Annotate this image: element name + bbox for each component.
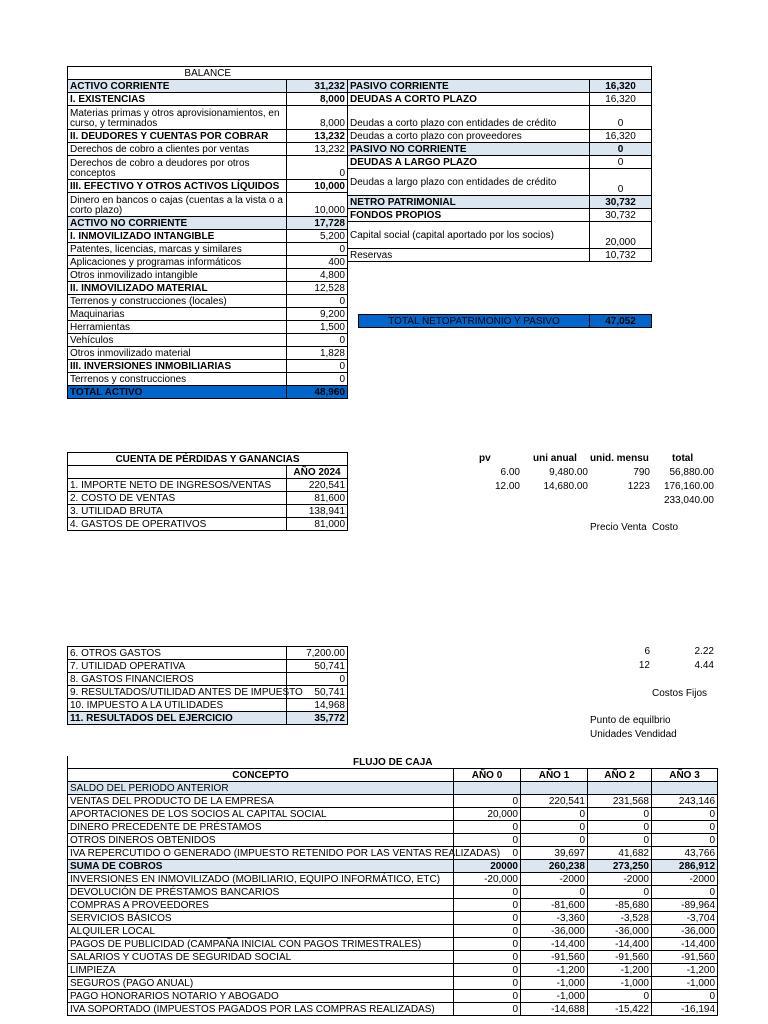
liability-value: 0 xyxy=(590,169,652,196)
asset-row xyxy=(68,106,348,130)
asset-value: 17,728 xyxy=(287,217,348,230)
asset-label: Aplicaciones y programas informáticos xyxy=(68,256,287,269)
asset-row xyxy=(68,93,348,106)
liability-row xyxy=(348,169,652,196)
asset-label: ACTIVO NO CORRIENTE xyxy=(68,217,287,230)
liability-row xyxy=(348,196,652,209)
asset-value: 10,000 xyxy=(287,180,348,193)
side-r2-pv: 12.00 xyxy=(494,481,520,492)
pyg-bottom-label: 8. GASTOS FINANCIEROS xyxy=(68,673,287,686)
flujo-value: 0 xyxy=(588,834,652,847)
flujo-label: OTROS DINEROS OBTENIDOS xyxy=(68,834,454,847)
asset-row xyxy=(68,373,348,386)
asset-label: Derechos de cobro a deudores por otros conceptos xyxy=(68,156,287,180)
asset-row xyxy=(68,386,348,399)
flujo-value: 20,000 xyxy=(454,808,521,821)
pyg-top-row xyxy=(68,505,348,518)
liability-value: 0 xyxy=(590,156,652,169)
flujo-label: INVERSIONES EN INMOVILIZADO (MOBILIARIO, EQUIPO INFORMÁTICO, ETC) xyxy=(68,873,454,886)
asset-value: 9,200 xyxy=(287,308,348,321)
flujo-row xyxy=(68,925,718,938)
asset-value: 12,528 xyxy=(287,282,348,295)
asset-row xyxy=(68,180,348,193)
side-r1-uni: 9,480.00 xyxy=(549,467,588,478)
side-header-pv: pv xyxy=(479,453,491,464)
flujo-value: -1,000 xyxy=(588,977,652,990)
side-header-unid-mensu: unid. mensu xyxy=(590,453,649,464)
flujo-value xyxy=(652,782,718,795)
pyg-bottom-label: 6. OTROS GASTOS xyxy=(68,647,287,660)
flujo-label: APORTACIONES DE LOS SOCIOS AL CAPITAL SOCIAL xyxy=(68,808,454,821)
flujo-header: AÑO 3 xyxy=(652,769,718,782)
pyg-top-row xyxy=(68,492,348,505)
asset-row xyxy=(68,360,348,373)
flujo-label: SALARIOS Y CUOTAS DE SEGURIDAD SOCIAL xyxy=(68,951,454,964)
flujo-row xyxy=(68,873,718,886)
asset-value: 5,200 xyxy=(287,230,348,243)
flujo-row xyxy=(68,821,718,834)
flujo-row xyxy=(68,847,718,860)
pyg-top-value: 81,000 xyxy=(287,518,348,531)
flujo-label: LIMPIEZA xyxy=(68,964,454,977)
liability-label: PASIVO NO CORRIENTE xyxy=(348,143,590,156)
liability-value: 16,320 xyxy=(590,93,652,106)
asset-label: I. INMOVILIZADO INTANGIBLE xyxy=(68,230,287,243)
pyg-top-label: 2. COSTO DE VENTAS xyxy=(68,492,287,505)
flujo-value: -16,194 xyxy=(652,1003,718,1016)
asset-label: III. EFECTIVO Y OTROS ACTIVOS LÍQUIDOS xyxy=(68,180,287,193)
asset-value: 48,960 xyxy=(287,386,348,399)
liability-row xyxy=(348,80,652,93)
flujo-row xyxy=(68,1003,718,1016)
flujo-value: -36,000 xyxy=(521,925,588,938)
pyg-title: CUENTA DE PÉRDIDAS Y GANANCIAS xyxy=(68,453,348,466)
asset-label: Maquinarias xyxy=(68,308,287,321)
flujo-value: 220,541 xyxy=(521,795,588,808)
asset-value: 0 xyxy=(287,373,348,386)
flujo-row xyxy=(68,977,718,990)
asset-row xyxy=(68,80,348,93)
total-netopatrimonio-row xyxy=(358,314,652,328)
asset-label: Herramientas xyxy=(68,321,287,334)
liability-label: FONDOS PROPIOS xyxy=(348,209,590,222)
liability-value: 10,732 xyxy=(590,249,652,262)
pyg-bottom-row xyxy=(68,673,348,686)
asset-value: 0 xyxy=(287,156,348,180)
asset-label: Terrenos y construcciones xyxy=(68,373,287,386)
flujo-row xyxy=(68,795,718,808)
asset-row xyxy=(68,193,348,217)
flujo-value: -36,000 xyxy=(652,925,718,938)
flujo-header: AÑO 2 xyxy=(588,769,652,782)
flujo-value: -91,560 xyxy=(588,951,652,964)
flujo-value: 260,238 xyxy=(521,860,588,873)
asset-row xyxy=(68,347,348,360)
flujo-value: 0 xyxy=(454,964,521,977)
liability-label: Reservas xyxy=(348,249,590,262)
flujo-caja-table xyxy=(67,756,718,1016)
liability-value: 0 xyxy=(590,106,652,130)
flujo-row xyxy=(68,808,718,821)
flujo-value: 0 xyxy=(454,847,521,860)
flujo-value: 0 xyxy=(454,951,521,964)
asset-row xyxy=(68,321,348,334)
flujo-label: VENTAS DEL PRODUCTO DE LA EMPRESA xyxy=(68,795,454,808)
side-r1-unid: 790 xyxy=(633,467,650,478)
total-netopatrimonio-label: TOTAL NETOPATRIMONIO Y PASIVO xyxy=(359,315,590,328)
liability-row xyxy=(348,106,652,130)
asset-row xyxy=(68,243,348,256)
liability-value: 20,000 xyxy=(590,222,652,249)
flujo-value: 0 xyxy=(454,912,521,925)
liability-row xyxy=(348,222,652,249)
flujo-value: 0 xyxy=(454,899,521,912)
asset-value: 8,000 xyxy=(287,93,348,106)
pyg-bottom-label: 11. RESULTADOS DEL EJERCICIO xyxy=(68,712,287,725)
flujo-value: -1,200 xyxy=(521,964,588,977)
flujo-header: AÑO 0 xyxy=(454,769,521,782)
flujo-value: -1,200 xyxy=(588,964,652,977)
liability-label: PASIVO CORRIENTE xyxy=(348,80,590,93)
flujo-value: -89,964 xyxy=(652,899,718,912)
pyg-bottom-label: 7. UTILIDAD OPERATIVA xyxy=(68,660,287,673)
flujo-value: -3,704 xyxy=(652,912,718,925)
liability-label: DEUDAS A CORTO PLAZO xyxy=(348,93,590,106)
asset-row xyxy=(68,256,348,269)
flujo-value xyxy=(588,782,652,795)
flujo-value: -3,528 xyxy=(588,912,652,925)
asset-row xyxy=(68,282,348,295)
pyg-table-top xyxy=(67,452,348,531)
pyg-bottom-value: 7,200.00 xyxy=(287,647,348,660)
flujo-row xyxy=(68,964,718,977)
asset-row xyxy=(68,295,348,308)
flujo-row xyxy=(68,912,718,925)
flujo-value: 0 xyxy=(588,821,652,834)
flujo-value: -15,422 xyxy=(588,1003,652,1016)
side-pc2-b: 4.44 xyxy=(694,660,714,671)
flujo-value: 273,250 xyxy=(588,860,652,873)
pyg-year: AÑO 2024 xyxy=(287,466,348,479)
flujo-value xyxy=(454,782,521,795)
asset-value: 13,232 xyxy=(287,130,348,143)
flujo-value: 0 xyxy=(588,886,652,899)
asset-label: Otros inmovilizado intangible xyxy=(68,269,287,282)
pyg-top-row xyxy=(68,479,348,492)
asset-row xyxy=(68,308,348,321)
side-precio-venta: Precio Venta xyxy=(590,522,647,533)
flujo-label: ALQUILER LOCAL xyxy=(68,925,454,938)
flujo-value: 0 xyxy=(454,834,521,847)
asset-value: 0 xyxy=(287,295,348,308)
flujo-value: -14,400 xyxy=(588,938,652,951)
flujo-header: CONCEPTO xyxy=(68,769,454,782)
asset-label: Patentes, licencias, marcas y similares xyxy=(68,243,287,256)
flujo-row xyxy=(68,938,718,951)
asset-value: 10,000 xyxy=(287,193,348,217)
flujo-value: -3,360 xyxy=(521,912,588,925)
flujo-value: -91,560 xyxy=(652,951,718,964)
side-unidades-vendidas: Unidades Vendidad xyxy=(590,729,677,740)
asset-row xyxy=(68,143,348,156)
balance-liabilities-table xyxy=(347,66,652,262)
flujo-value: -14,400 xyxy=(652,938,718,951)
asset-row xyxy=(68,269,348,282)
pyg-bottom-value: 50,741 xyxy=(287,660,348,673)
side-costo: Costo xyxy=(652,522,679,533)
asset-value: 31,232 xyxy=(287,80,348,93)
asset-label: Otros inmovilizado material xyxy=(68,347,287,360)
flujo-label: SEGUROS (PAGO ANUAL) xyxy=(68,977,454,990)
flujo-value: 0 xyxy=(588,808,652,821)
asset-row xyxy=(68,334,348,347)
asset-label: Materias primas y otros aprovisionamientos, en curso, y terminados xyxy=(68,106,287,130)
flujo-label: DEVOLUCIÓN DE PRÉSTAMOS BANCARIOS xyxy=(68,886,454,899)
flujo-header: AÑO 1 xyxy=(521,769,588,782)
pyg-top-value: 81,600 xyxy=(287,492,348,505)
flujo-label: SALDO DEL PERIODO ANTERIOR xyxy=(68,782,454,795)
asset-value: 0 xyxy=(287,360,348,373)
flujo-row xyxy=(68,886,718,899)
asset-label: TOTAL ACTIVO xyxy=(68,386,287,399)
pyg-top-label: 4. GASTOS DE OPERATIVOS xyxy=(68,518,287,531)
flujo-value: 0 xyxy=(454,990,521,1003)
flujo-value: 0 xyxy=(521,821,588,834)
flujo-value: 0 xyxy=(652,886,718,899)
flujo-value: 0 xyxy=(454,1003,521,1016)
asset-label: Derechos de cobro a clientes por ventas xyxy=(68,143,287,156)
liability-value: 30,732 xyxy=(590,209,652,222)
asset-value: 1,500 xyxy=(287,321,348,334)
flujo-label: SERVICIOS BÁSICOS xyxy=(68,912,454,925)
liability-row xyxy=(348,249,652,262)
flujo-value: 39,697 xyxy=(521,847,588,860)
pyg-bottom-value: 35,772 xyxy=(287,712,348,725)
asset-row xyxy=(68,156,348,180)
flujo-value: -36,000 xyxy=(588,925,652,938)
flujo-label: IVA REPERCUTIDO O GENERADO (IMPUESTO RETENIDO POR LAS VENTAS REALIZADAS) xyxy=(68,847,454,860)
pyg-bottom-row xyxy=(68,660,348,673)
flujo-value: -1,000 xyxy=(521,977,588,990)
side-r2-uni: 14,680.00 xyxy=(543,481,588,492)
flujo-value: -81,600 xyxy=(521,899,588,912)
liability-value: 16,320 xyxy=(590,130,652,143)
side-pc1-b: 2.22 xyxy=(694,646,714,657)
pyg-bottom-row xyxy=(68,647,348,660)
asset-row xyxy=(68,130,348,143)
pyg-bottom-row xyxy=(68,712,348,725)
flujo-value: 0 xyxy=(588,990,652,1003)
balance-title: BALANCE xyxy=(68,67,348,80)
flujo-value: 0 xyxy=(652,821,718,834)
asset-value: 8,000 xyxy=(287,106,348,130)
asset-value: 13,232 xyxy=(287,143,348,156)
flujo-value: 231,568 xyxy=(588,795,652,808)
flujo-value: 0 xyxy=(454,938,521,951)
pyg-bottom-label: 9. RESULTADOS/UTILIDAD ANTES DE IMPUESTO xyxy=(68,686,287,699)
pyg-top-value: 138,941 xyxy=(287,505,348,518)
liability-row xyxy=(348,156,652,169)
flujo-title: FLUJO DE CAJA xyxy=(68,756,718,769)
flujo-value: 0 xyxy=(521,808,588,821)
liability-label: Deudas a corto plazo con proveedores xyxy=(348,130,590,143)
asset-value: 1,828 xyxy=(287,347,348,360)
pyg-top-row xyxy=(68,518,348,531)
side-pc1-a: 6 xyxy=(644,646,650,657)
asset-label: Dinero en bancos o cajas (cuentas a la vista o a corto plazo) xyxy=(68,193,287,217)
liability-row xyxy=(348,93,652,106)
flujo-value: -2000 xyxy=(652,873,718,886)
side-costos-fijos: Costos Fijos xyxy=(652,688,708,699)
side-pc2-a: 12 xyxy=(638,660,650,671)
flujo-label: IVA SOPORTADO (IMPUESTOS PAGADOS POR LAS COMPRAS REALIZADAS) xyxy=(68,1003,454,1016)
pyg-bottom-row xyxy=(68,699,348,712)
flujo-row xyxy=(68,834,718,847)
flujo-row xyxy=(68,782,718,795)
pyg-bottom-value: 0 xyxy=(287,673,348,686)
flujo-row xyxy=(68,951,718,964)
liability-value: 0 xyxy=(590,143,652,156)
pyg-table-bottom xyxy=(67,646,348,725)
flujo-value: 0 xyxy=(521,886,588,899)
flujo-value: -85,680 xyxy=(588,899,652,912)
side-punto-equilibrio: Punto de equilbrio xyxy=(590,715,671,726)
flujo-value: 286,912 xyxy=(652,860,718,873)
liability-row xyxy=(348,209,652,222)
flujo-value: 0 xyxy=(454,977,521,990)
pyg-bottom-row xyxy=(68,686,348,699)
pyg-bottom-value: 14,968 xyxy=(287,699,348,712)
liability-label: NETRO PATRIMONIAL xyxy=(348,196,590,209)
flujo-row xyxy=(68,860,718,873)
liability-row xyxy=(348,143,652,156)
flujo-value: 0 xyxy=(652,808,718,821)
total-netopatrimonio-value: 47,052 xyxy=(590,315,652,328)
flujo-value: -20,000 xyxy=(454,873,521,886)
liability-label: Capital social (capital aportado por los socios) xyxy=(348,222,590,249)
flujo-value: 0 xyxy=(652,990,718,1003)
flujo-value: -1,000 xyxy=(521,990,588,1003)
asset-label: Vehículos xyxy=(68,334,287,347)
balance-assets-table xyxy=(67,66,348,399)
flujo-value: 0 xyxy=(454,886,521,899)
side-r1-pv: 6.00 xyxy=(500,467,520,478)
side-sum-total: 233,040.00 xyxy=(663,495,714,506)
asset-value: 400 xyxy=(287,256,348,269)
asset-label: II. DEUDORES Y CUENTAS POR COBRAR xyxy=(68,130,287,143)
flujo-value: 20000 xyxy=(454,860,521,873)
flujo-value: 41,682 xyxy=(588,847,652,860)
liability-value: 16,320 xyxy=(590,80,652,93)
flujo-value: 0 xyxy=(521,834,588,847)
flujo-value: 0 xyxy=(454,795,521,808)
asset-row xyxy=(68,217,348,230)
flujo-value: 0 xyxy=(652,834,718,847)
asset-label: I. EXISTENCIAS xyxy=(68,93,287,106)
pyg-bottom-value: 50,741 xyxy=(287,686,348,699)
side-r1-total: 56,880.00 xyxy=(669,467,714,478)
flujo-value: -2000 xyxy=(588,873,652,886)
flujo-value: 43,766 xyxy=(652,847,718,860)
liability-row xyxy=(348,130,652,143)
flujo-row xyxy=(68,899,718,912)
flujo-label: DINERO PRECEDENTE DE PRÉSTAMOS xyxy=(68,821,454,834)
liability-value: 30,732 xyxy=(590,196,652,209)
liability-label: DEUDAS A LARGO PLAZO xyxy=(348,156,590,169)
side-header-uni-anual: uni anual xyxy=(533,453,577,464)
pyg-top-value: 220,541 xyxy=(287,479,348,492)
asset-label: II. INMOVILIZADO MATERIAL xyxy=(68,282,287,295)
side-r2-total: 176,160.00 xyxy=(663,481,714,492)
flujo-value: -2000 xyxy=(521,873,588,886)
flujo-value xyxy=(521,782,588,795)
flujo-value: -91,560 xyxy=(521,951,588,964)
side-r2-unid: 1223 xyxy=(627,481,650,492)
asset-value: 0 xyxy=(287,243,348,256)
flujo-value: -14,400 xyxy=(521,938,588,951)
flujo-value: 243,146 xyxy=(652,795,718,808)
asset-value: 4,800 xyxy=(287,269,348,282)
flujo-label: PAGO HONORARIOS NOTARIO Y ABOGADO xyxy=(68,990,454,1003)
flujo-label: PAGOS DE PUBLICIDAD (CAMPAÑA INICIAL CON PAGOS TRIMESTRALES) xyxy=(68,938,454,951)
asset-label: Terrenos y construcciones (locales) xyxy=(68,295,287,308)
side-header-total: total xyxy=(672,453,694,464)
flujo-value: -1,200 xyxy=(652,964,718,977)
asset-label: ACTIVO CORRIENTE xyxy=(68,80,287,93)
pyg-top-label: 3. UTILIDAD BRUTA xyxy=(68,505,287,518)
flujo-value: 0 xyxy=(454,821,521,834)
flujo-value: -14,688 xyxy=(521,1003,588,1016)
asset-value: 0 xyxy=(287,334,348,347)
flujo-row xyxy=(68,990,718,1003)
pyg-bottom-label: 10. IMPUESTO A LA UTILIDADES xyxy=(68,699,287,712)
liability-label: Deudas a corto plazo con entidades de crédito xyxy=(348,106,590,130)
asset-row xyxy=(68,230,348,243)
asset-label: III. INVERSIONES INMOBILIARIAS xyxy=(68,360,287,373)
flujo-label: SUMA DE COBROS xyxy=(68,860,454,873)
flujo-label: COMPRAS A PROVEEDORES xyxy=(68,899,454,912)
pyg-top-label: 1. IMPORTE NETO DE INGRESOS/VENTAS xyxy=(68,479,287,492)
liability-label: Deudas a largo plazo con entidades de crédito xyxy=(348,169,590,196)
flujo-value: 0 xyxy=(454,925,521,938)
flujo-value: -1,000 xyxy=(652,977,718,990)
